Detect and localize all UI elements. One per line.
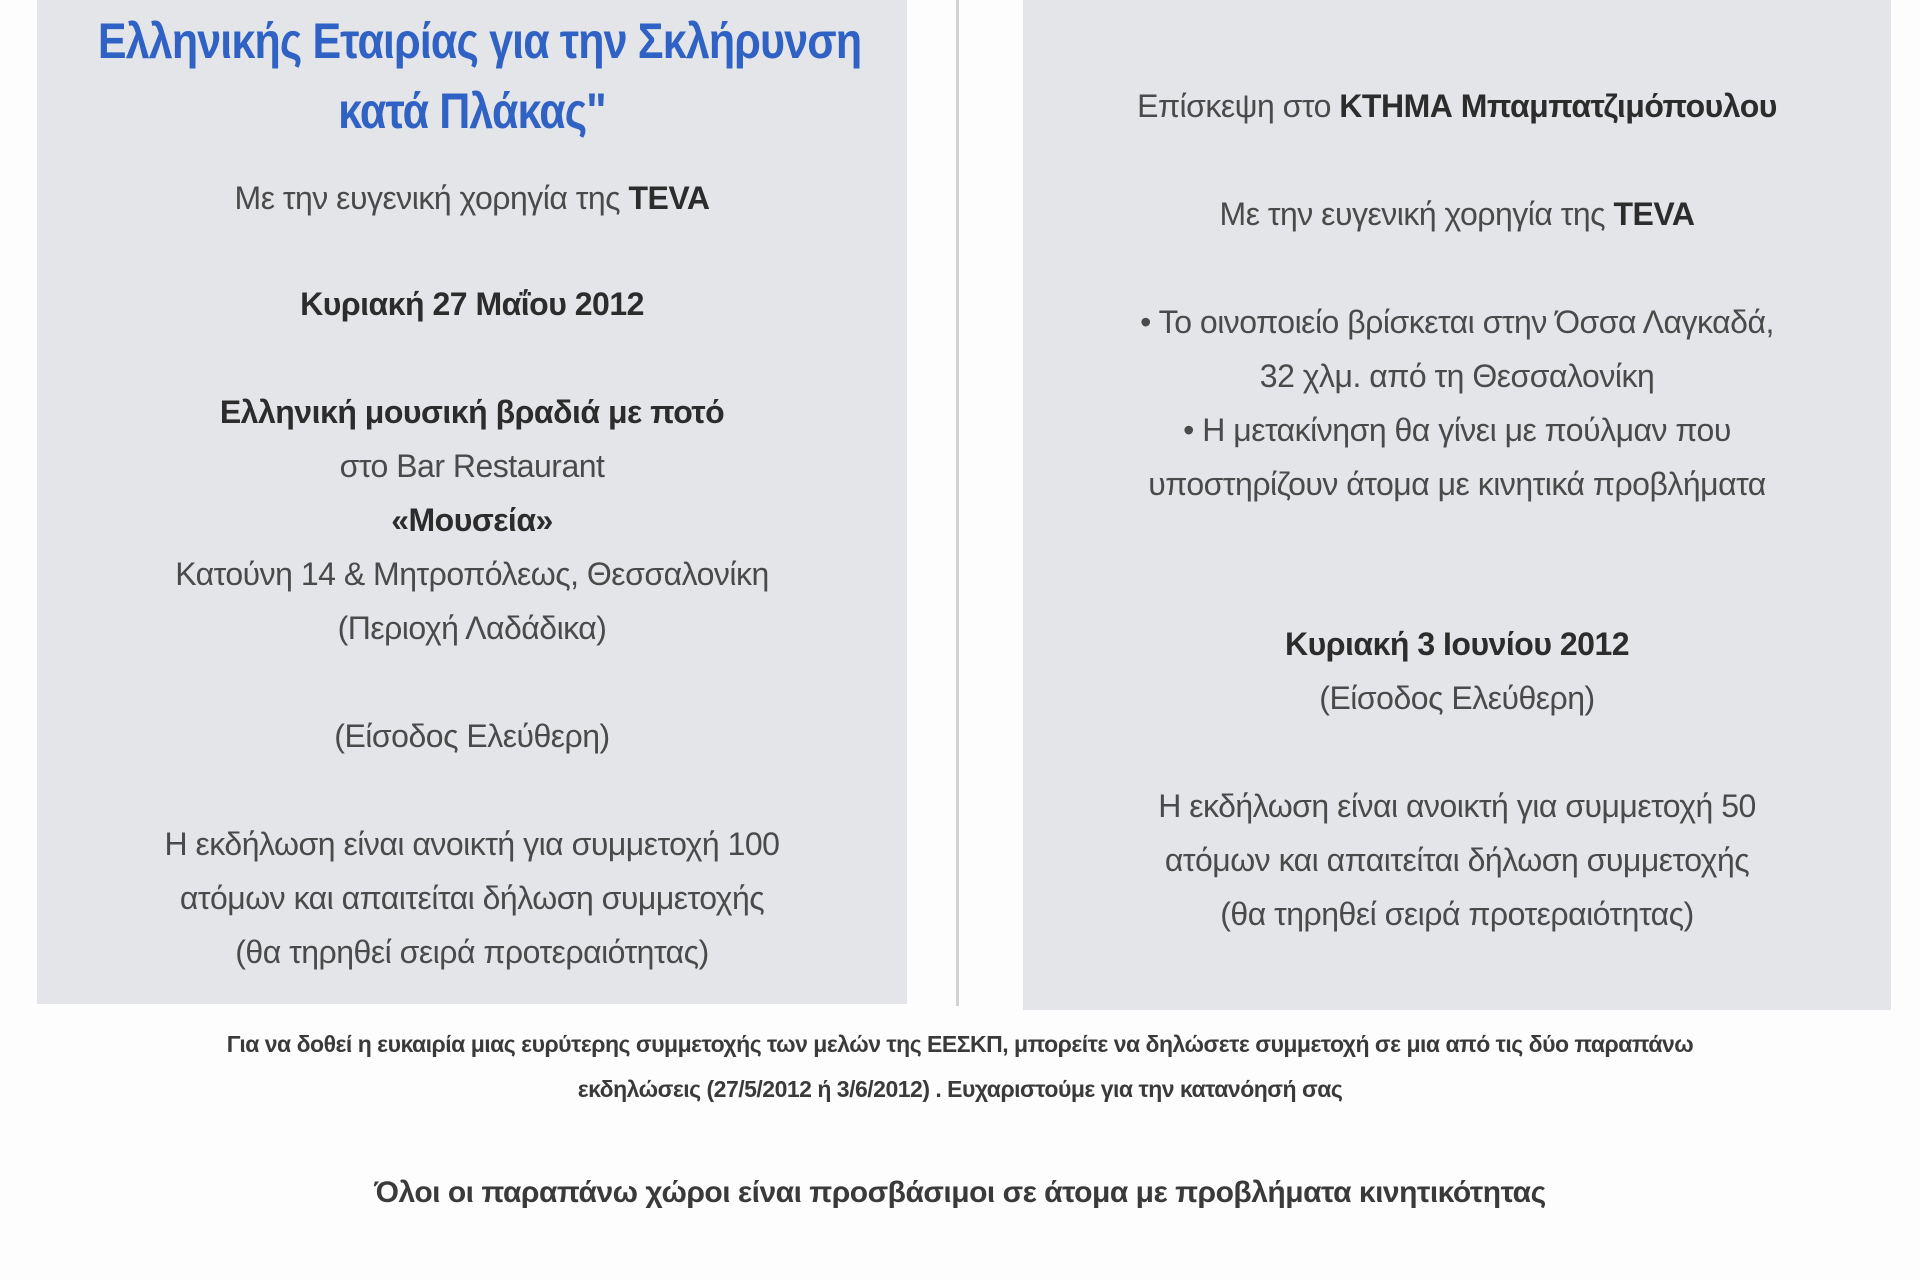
sponsor-name: TEVA <box>1613 196 1695 232</box>
event-title: Ελληνική μουσική βραδιά με ποτό <box>219 394 725 430</box>
note-line2: ατόμων και απαιτείται δήλωση συμμετοχής <box>1164 842 1750 878</box>
event-panel-right <box>1023 0 1891 1010</box>
participation-note <box>40 1022 1880 1112</box>
sponsor-prefix: Με την ευγενική χορηγία της <box>1219 196 1606 232</box>
venue-name: «Μουσεία» <box>391 502 553 538</box>
address-line2: (Περιοχή Λαδάδικα) <box>337 610 607 646</box>
panel-title-line2: κατά Πλάκας" <box>338 83 606 139</box>
event-date: Κυριακή 27 Μαΐου 2012 <box>300 286 644 322</box>
accessibility-note: Όλοι οι παραπάνω χώροι είναι προσβάσιμοι σε άτομα με προβλήματα κινητικότητας <box>374 1176 1546 1209</box>
column-divider <box>956 0 959 1006</box>
note-line1: Η εκδήλωση είναι ανοικτή για συμμετοχή 100 <box>164 826 780 862</box>
participation-note-line2: εκδηλώσεις (27/5/2012 ή 3/6/2012) . Ευχαριστούμε για την κατανόησή σας <box>577 1076 1343 1102</box>
participation-note-line1: Για να δοθεί η ευκαιρία μιας ευρύτερης συμμετοχής των μελών της ΕΕΣΚΠ, μπορείτε να δηλώσετε συμμετοχή σε μια από τις δύο παραπάνω <box>226 1031 1694 1057</box>
entry-text: (Είσοδος Ελεύθερη) <box>334 718 610 754</box>
sponsor-line <box>37 180 907 217</box>
note-line1: Η εκδήλωση είναι ανοικτή για συμμετοχή 50 <box>1158 788 1756 824</box>
sponsor-prefix: Με την ευγενική χορηγία της <box>234 180 621 216</box>
bullet2-line2: υποστηρίζουν άτομα με κινητικά προβλήματα <box>1148 466 1766 502</box>
bullet2-line1: • Η μετακίνηση θα γίνει με πούλμαν που <box>1183 412 1731 448</box>
note-line3: (θα τηρηθεί σειρά προτεραιότητας) <box>1220 896 1694 932</box>
bullet1-line2: 32 χλμ. από τη Θεσσαλονίκη <box>1259 358 1655 394</box>
title-cropped-line <box>1084 0 1830 16</box>
address-line1: Κατούνη 14 & Μητροπόλεως, Θεσσαλονίκη <box>175 556 769 592</box>
visit-prefix: Επίσκεψη στο <box>1137 88 1331 124</box>
note-line3: (θα τηρηθεί σειρά προτεραιότητας) <box>235 934 709 970</box>
panel-title-line1: Ελληνικής Εταιρίας για την Σκλήρυνση <box>97 13 862 69</box>
visit-name: ΚΤΗΜΑ Μπαμπατζιμόπουλου <box>1339 88 1777 124</box>
sponsor-line <box>1023 196 1891 233</box>
event-panel-left <box>37 0 907 1004</box>
event-date: Κυριακή 3 Ιουνίου 2012 <box>1284 626 1630 662</box>
note-line2: ατόμων και απαιτείται δήλωση συμμετοχής <box>179 880 765 916</box>
sponsor-name: TEVA <box>628 180 710 216</box>
visit-line <box>1023 88 1891 125</box>
bullet1-line1: • Το οινοποιείο βρίσκεται στην Όσσα Λαγκαδά, <box>1140 304 1774 340</box>
venue-prefix: στο Bar Restaurant <box>339 448 605 484</box>
entry-text: (Είσοδος Ελεύθερη) <box>1319 680 1595 716</box>
